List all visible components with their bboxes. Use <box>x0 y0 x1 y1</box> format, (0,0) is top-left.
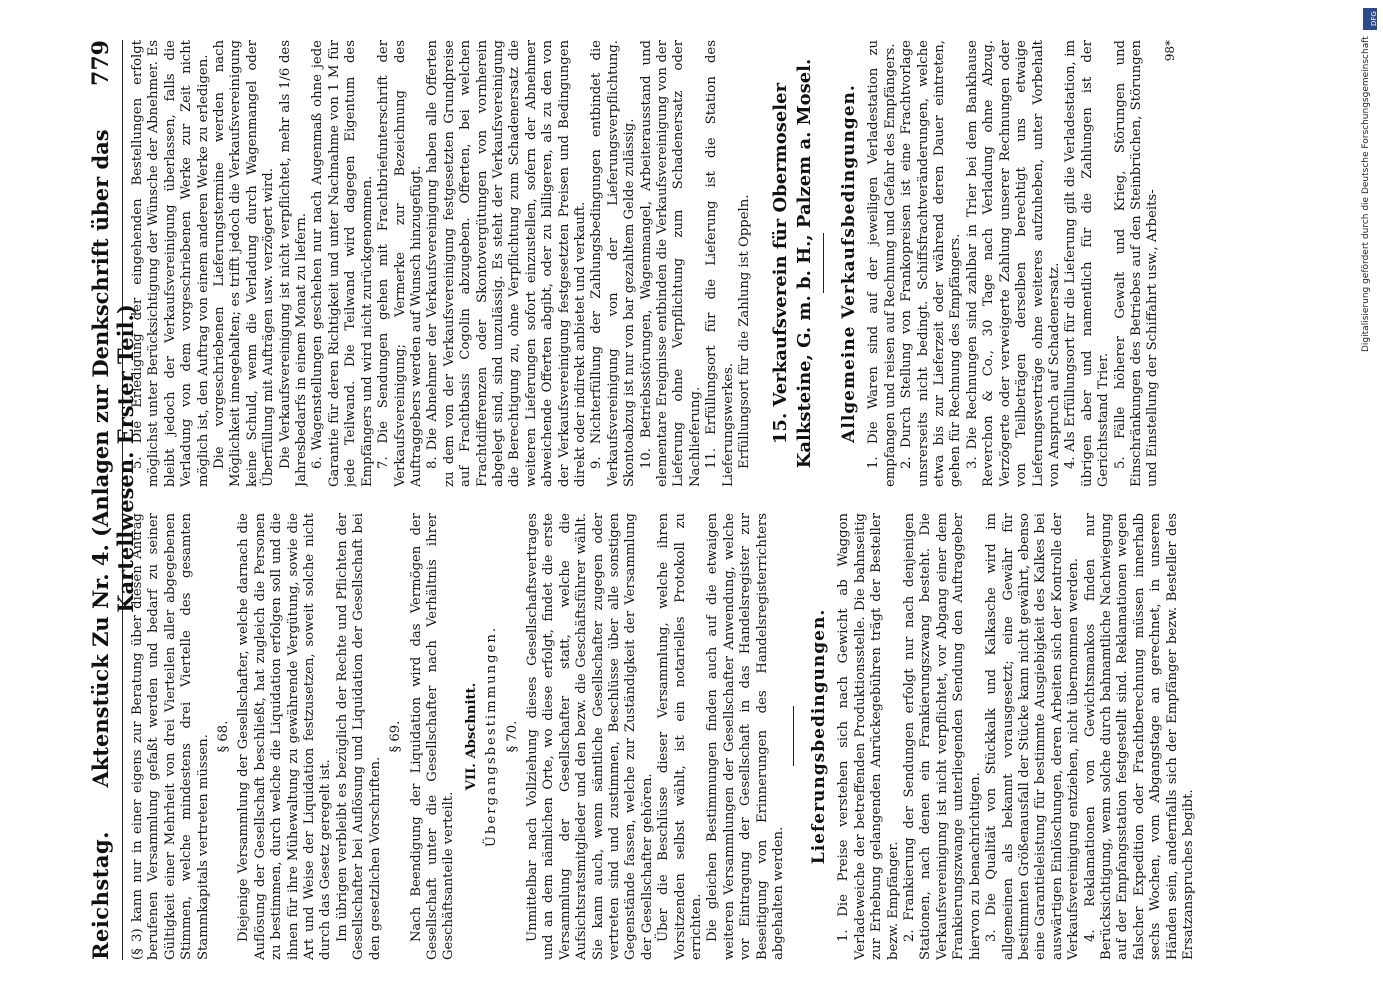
paragraph: 2. Frankierung der Sendungen erfolgt nur nach denjenigen Stationen, nach denen ein Frankierungszwang besteht. Die Verkaufsvereinigung ist nicht verpflichtet, vor Abgang einer dem Frankierungszwange unterliegenden Sendung den Auftraggeber hiervon zu benachrichtigen. <box>902 513 983 960</box>
company-heading: 15. Verkaufsverein für Obermoseler Kalksteine, G. m. b. H., Palzem a. Mosel. <box>770 58 816 469</box>
digitization-credit: Digitalisierung gefördert durch die Deutsche Forschungsgemeinschaft <box>1361 36 1371 352</box>
left-column <box>130 513 1330 960</box>
text-columns <box>130 40 1330 960</box>
paragraph: Erfüllungsort für die Zahlung ist Oppeln. <box>737 194 753 469</box>
section-number: § 70. <box>504 720 520 753</box>
paragraph: 11. Erfüllungsort für die Lieferung ist die Station des Lieferungswerkes. <box>704 40 736 487</box>
right-column <box>130 40 1330 487</box>
paragraph: (§ 3) kann nur in einer eigens zur Beratung über diesen Antrag berufenen Versammlung gefaßt werden und bedarf zu seiner Gültigkeit einer Mehrheit von drei Vierteilen aller abgegebenen Stimmen, welche mindestens drei Viertelle des gesamten Stammkapitals vertreten müssen. <box>130 513 211 960</box>
chapter-heading: VII. Abschnitt. <box>463 682 479 791</box>
paragraph: 8. Die Abnehmer der Verkaufsvereinigung haben alle Offerten zu dem von der Verkaufsvereinigung festgesetzten Grundpreise auf Frachtbasis Cogolin abzugeben. Offerten, bei welchen Frachtdifferenzen oder Skontovergütungen von vornherein abgelegt sind, sind unzulässig. Es steht der Verkaufsvereinigung die Berechtigung zu, ohne Verpflichtung zum Schadenersatz die weiteren Lieferungen sofort einzustellen, sofern der Abnehmer abweichende Offerten abgibt, oder zu billigeren, als zu den von der Verkaufsvereinigung festgesetzten Preisen und Bedingungen direkt oder indirekt anbietet und verkauft. <box>425 40 588 487</box>
running-head <box>88 40 138 960</box>
paragraph: Diejenige Versammlung der Gesellschafter, welche darnach die Auflösung der Gesellschaft beschließt, hat zugleich die Personen zu bestimmen, durch welche die Liquidation erfolgen soll und die ihnen für ihre Mühewaltung zu gewährende Vergütung, sowie die Art und Weise der Liquidation festzusetzen, soweit solche nicht durch das Gesetz geregelt ist. <box>236 513 334 960</box>
divider-rule <box>823 234 824 294</box>
paragraph: 1. Die Preise verstehen sich nach Gewicht ab Waggon Verladeweiche der betreffenden Produktionsstelle. Die bahnseitig zur Erhebung gelangenden Anrückegebühren trägt der Besteller bezw. Empfänger. <box>836 513 901 960</box>
dfg-sidebar <box>1361 8 1379 998</box>
paragraph: 2. Durch Stellung von Frankopreisen ist eine Frachtvorlage unsrerseits nicht bedingt. Schiffsfrachtveränderungen, welche etwa bis zur Lieferzeit oder während deren Dauer eintreten, gehen für Rechnung des Empfängers. <box>899 40 964 487</box>
sales-conditions-heading: Allgemeine Verkaufsbedingungen. <box>839 84 860 443</box>
dfg-logo-icon: DFG <box>1363 8 1377 30</box>
delivery-conditions-heading: Lieferungsbedingungen. <box>809 608 830 865</box>
paragraph: 5. Die Erledigung der eingehenden Bestellungen erfolgt möglichst unter Berücksichtigung der Wünsche der Abnehmer. Es bleibt jedoch der Verkaufsvereinigung überlassen, falls die Verladung von dem vorgeschriebenen Werke zur Zeit nicht möglich ist, den Auftrag von einem anderen Werke zu erledigen. <box>130 40 211 487</box>
chapter-title: Übergangsbestimmungen. <box>484 625 500 848</box>
paragraph: 5. Fälle höherer Gewalt und Krieg, Störungen und Einschränkungen des Betriebes auf den Steinbrüchen, Störungen und Einstellung der Schiffahrt usw., Arbeits- <box>1112 40 1161 487</box>
paragraph: Die Verkaufsvereinigung ist nicht verpflichtet, mehr als 1/6 des Jahresbedarfs in einem Monat zu liefern. <box>277 40 310 487</box>
signature-mark: 98* <box>1162 40 1177 62</box>
paragraph: Die gleichen Bestimmungen finden auch auf die etwaigen weiteren Versammlungen der Gesellschafter Anwendung, welche vor Eintragung der Gesellschaft in das Handelsregister zur Beseitigung von Erinnerungen des Handelsregisterrichters abgehalten werden. <box>705 513 787 960</box>
paragraph: 1. Die Waren sind auf der jeweiligen Verladestation zu empfangen und reisen auf Rechnung und Gefahr des Empfängers. <box>866 40 898 487</box>
paragraph: 10. Betriebsstörungen, Wagenmangel, Arbeiterausstand und elementare Ereignisse entbinden die Verkaufsvereinigung von der Lieferung ohne Verpflichtung zum Schadenersatz oder Nachlieferung. <box>638 40 703 487</box>
header-left: Reichstag. <box>88 831 113 960</box>
paragraph: 9. Nichterfüllung der Zahlungsbedingungen entbindet die Verkaufsvereinigung von der Lieferungsverpflichtung. Skontoabzug ist nur von bar gezahltem Gelde zulässig. <box>589 40 638 487</box>
paragraph: Die vorgeschriebenen Lieferungstermine werden nach Möglichkeit innegehalten; es trifft jedoch die Verkaufsvereinigung keine Schuld, wenn die Verladung durch Wagenmangel oder Überfüllung mit Aufträgen usw. verzögert wird. <box>212 40 277 487</box>
paragraph: Über die Beschlüsse dieser Versammlung, welche ihren Vorsitzenden selbst wählt, ist ein notarielles Protokoll zu errichten. <box>656 513 704 960</box>
paragraph: 4. Als Erfüllungsort für die Lieferung gilt die Verladestation, im übrigen aber und namentlich für die Zahlungen ist der Gerichtsstand Trier. <box>1063 40 1112 487</box>
header-title: Aktenstück Zu Nr. 4. (Anlagen zur Denkschrift über das Kartellwesen. Erster Teil.) <box>88 129 138 788</box>
section-number: § 69. <box>388 720 404 753</box>
paragraph: 3. Die Qualität von Stückkalk und Kalkasche wird im allgemeinen als bekannt vorausgesetzt; eine Gewähr für bestimmten Größenausfall der Stücke kann nicht gewährt, ebenso eine Garantieleistung für bestimmte Ausgiebigkeit des Kalkes bei auswärtigen Einlöschungen, deren Arbeiten sich der Kontrolle der Verkaufsvereinigung entziehen, nicht übernommen werden. <box>984 513 1082 960</box>
paragraph: 3. Die Rechnungen sind zahlbar in Trier bei dem Bankhause Reverchon & Co., 30 Tage nach Verladung ohne Abzug. Verzögerte oder verweigerte Zahlung unserer Rechnungen oder von Teilbeträgen derselben berechtigt uns etwaige Lieferungsverträge ohne weiteres aufzuheben, unter Vorbehalt von Anspruch auf Schadenersatz. <box>964 40 1062 487</box>
page-number: 779 <box>88 40 114 86</box>
section-number: § 68. <box>216 720 232 753</box>
paragraph: Nach Beendigung der Liquidation wird das Vermögen der Gesellschaft unter die Gesellschafter nach Verhältnis ihrer Geschäftsanteile verteilt. <box>408 513 457 960</box>
paragraph: 4. Reklamationen von Gewichtsmankos finden nur Berücksichtigung, wenn solche durch bahnamtliche Nachwiegung auf der Empfangsstation festgestellt sind. Reklamationen wegen falscher Expedition oder Frachtberechnung müssen innerhalb sechs Wochen, vom Abgangstage an gerechnet, in unseren Händen sein, andernfalls sich der Empfänger bezw. Besteller des Ersatzanspruches begibt. <box>1082 513 1196 960</box>
divider-rule <box>793 707 794 767</box>
document-page <box>30 0 1360 1000</box>
paragraph: 6. Wagenstellungen geschehen nur nach Augenmaß ohne jede Garantie für deren Richtigkeit und unter Nachnahme von 1 M für jede Teilwand. Die Teilwand wird dagegen Eigentum des Empfängers und wird nicht zurückgenommen. <box>310 40 375 487</box>
paragraph: Im übrigen verbleibt es bezüglich der Rechte und Pflichten der Gesellschafter bei Auflösung und Liquidation der Gesellschaft bei den gesetzlichen Vorschriften. <box>334 513 383 960</box>
paragraph: Unmittelbar nach Vollziehung dieses Gesellschaftsvertrages und an dem nämlichen Orte, wo diese erfolgt, findet die erste Versammlung der Gesellschafter statt, welche die Aufsichtsratsmitglieder und den bezw. die Geschäftsführer wählt. Sie kann auch, wenn sämtliche Gesellschafter zugegen oder vertreten sind und zustimmen, Beschlüsse über alle sonstigen Gegenstände fassen, welche zur Zuständigkeit der Versammlung der Gesellschafter gehören. <box>524 513 655 960</box>
paragraph: 7. Die Sendungen gehen mit Frachtbriefunterschrift der Verkaufsvereinigung; Vermerke zur Bezeichnung des Auftraggebers werden auf Wunsch hinzugefügt. <box>376 40 424 487</box>
